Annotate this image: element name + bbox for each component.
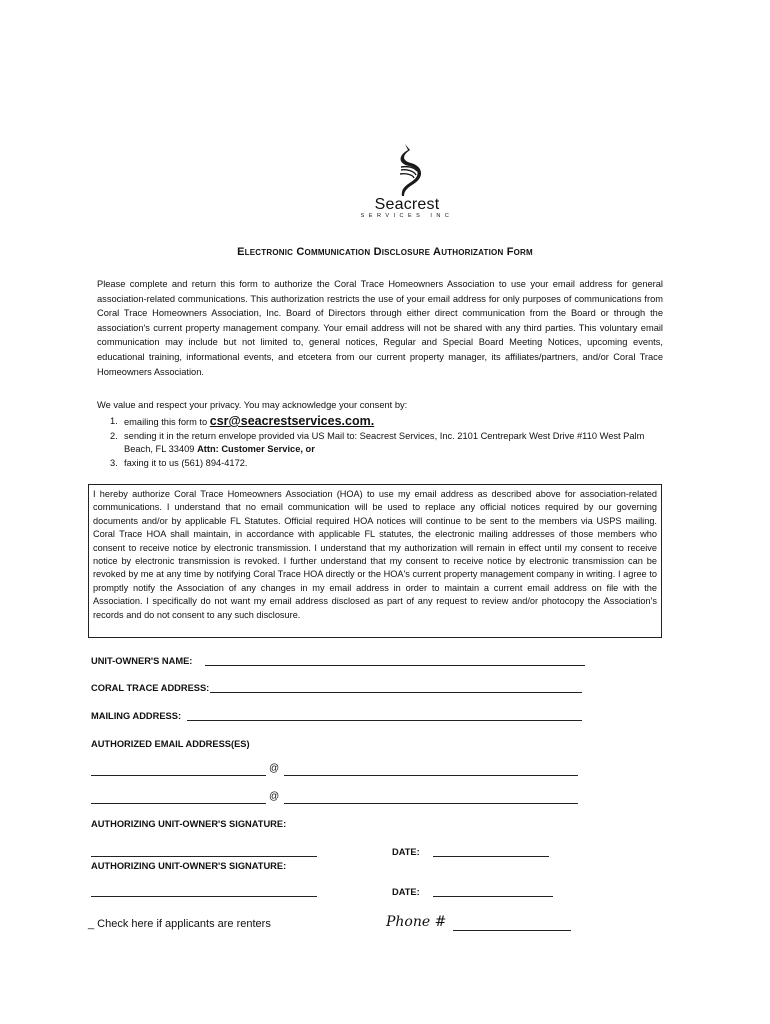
renters-checkbox[interactable]: _ Check here if applicants are renters [88, 918, 271, 930]
seacrest-swirl-icon [389, 142, 425, 198]
option-number: 1. [110, 416, 118, 426]
signature-1-field[interactable] [91, 856, 317, 857]
owner-name-label: UNIT-OWNER'S NAME: [91, 656, 193, 666]
option-text: sending it in the return envelope provided via US Mail to: Seacrest Services, Inc. 2101 Centrepark West Drive #110 West Palm Beach, FL 33409 [124, 430, 645, 455]
email-1-user-field[interactable] [91, 775, 266, 776]
brand-subtitle: SERVICES INC [360, 213, 454, 219]
email-2-user-field[interactable] [91, 803, 266, 804]
consent-options [110, 415, 666, 470]
option-fax [110, 457, 666, 471]
authorization-box: I hereby authorize Coral Trace Homeowners Association (HOA) to use my email address as described above for association-related communications. I understand that no email communication will be used to replace any official notices required by our governing documents and/or by applicable FL Statutes. Official required HOA notices will continue to be sent to the members via USPS mailing. Coral Trace HOA shall maintain, in accordance with applicable FL statutes, the electronic mailing addresses of those members who consent to receive notice by electronic transmission. I understand that my authorization will remain in effect until my consent to receive notice by electronic transmission is revoked. I further understand that my consent to receive notice by electronic transmission can be revoked by me at any time by notifying Coral Trace HOA directly or the HOA's current property management company in writing. I agree to promptly notify the Association of any changes in my email address in order to maintain a current email address on file with the Association. I specifically do not want my email address disclosed as part of any request to review and/or photocopy the Association's records and do not consent to any such disclosure. [88, 484, 662, 638]
option-text: emailing this form to [124, 417, 208, 427]
form-title: Electronic Communication Disclosure Authorization Form [237, 246, 533, 258]
date-1-label: DATE: [392, 847, 420, 857]
email-2-domain-field[interactable] [284, 803, 578, 804]
emails-label: AUTHORIZED EMAIL ADDRESS(ES) [91, 739, 250, 749]
date-2-label: DATE: [392, 887, 420, 897]
email-1-at: @ [269, 763, 280, 774]
brand-name: Seacrest [374, 196, 440, 213]
date-1-field[interactable] [433, 856, 549, 857]
signature-1-label: AUTHORIZING UNIT-OWNER'S SIGNATURE: [91, 819, 287, 829]
date-2-field[interactable] [433, 896, 553, 897]
coral-address-field[interactable] [210, 692, 582, 693]
seacrest-logo [352, 142, 462, 219]
signature-2-field[interactable] [91, 896, 317, 897]
email-2-at: @ [269, 791, 280, 802]
phone-handwritten: Phone # [386, 914, 447, 930]
option-email [110, 415, 666, 430]
attn-text: Attn: Customer Service, or [197, 444, 315, 455]
owner-name-field[interactable] [205, 665, 585, 666]
option-number: 2. [110, 430, 118, 441]
email-link[interactable]: csr@seacrestservices.com. [209, 414, 375, 428]
option-mail [110, 430, 666, 457]
privacy-statement: We value and respect your privacy. You may acknowledge your consent by: [97, 400, 408, 410]
coral-address-label: CORAL TRACE ADDRESS: [91, 683, 210, 693]
email-1-domain-field[interactable] [284, 775, 578, 776]
mailing-address-field[interactable] [187, 720, 582, 721]
option-number: 3. [110, 457, 118, 468]
option-text: faxing it to us (561) 894-4172. [124, 457, 248, 468]
intro-paragraph: Please complete and return this form to authorize the Coral Trace Homeowners Association to use your email address for general association-related communications. This authorization restricts the use of your email address for only purposes of communications from Coral Trace Homeowners Association, Inc. Board of Directors through either direct communication from the Board or through the association's current property management company. Your email address will not be shared with any third parties. This voluntary email communication may include but not limited to, general notices, Regular and Special Board Meeting Notices, upcoming events, educational training, informational events, and etcetera from our current property manager, its affiliates/partners, and/or Coral Trace Homeowners Association. [97, 279, 663, 377]
mailing-address-label: MAILING ADDRESS: [91, 711, 182, 721]
signature-2-label: AUTHORIZING UNIT-OWNER'S SIGNATURE: [91, 861, 287, 871]
phone-field[interactable] [453, 930, 571, 931]
